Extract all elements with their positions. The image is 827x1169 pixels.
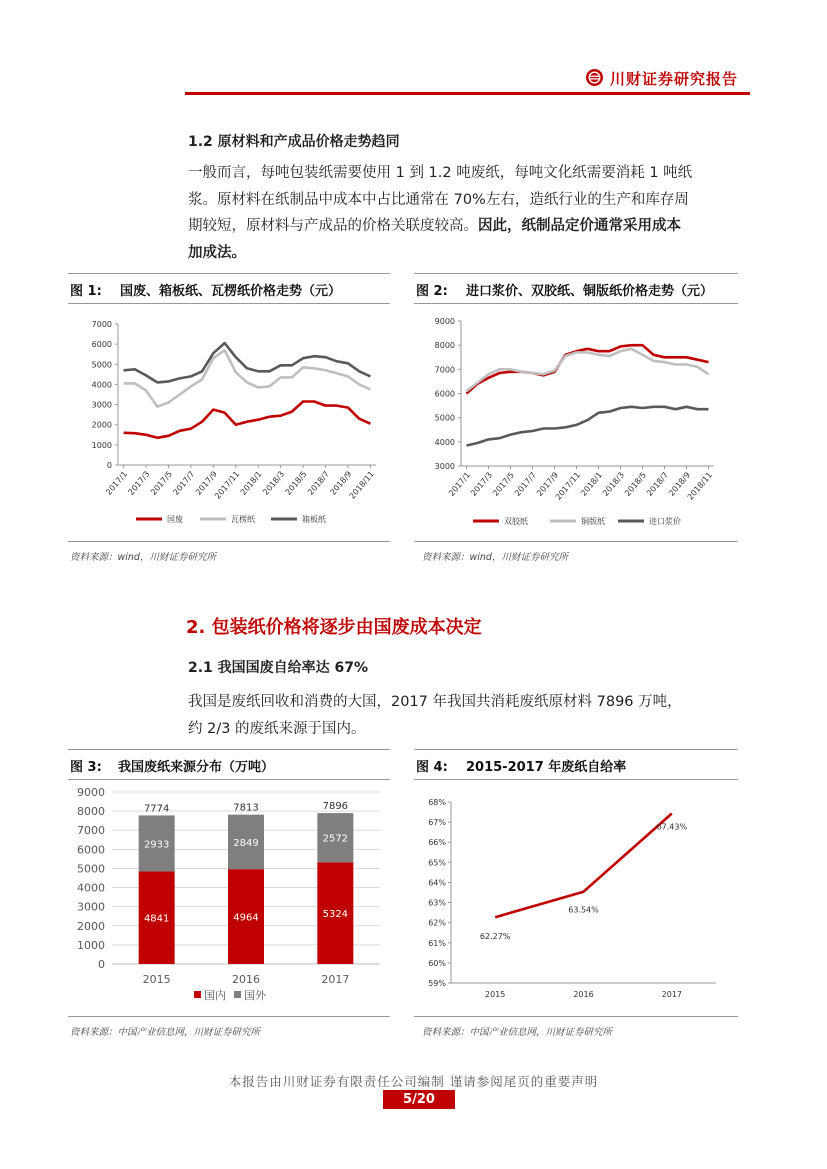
bar-value-label: 4841	[143, 913, 170, 925]
y-tick-label: 5000	[77, 862, 105, 876]
x-tick-label: 2016	[573, 990, 594, 999]
y-tick-label: 6000	[434, 389, 455, 399]
figure-2-divider	[414, 541, 738, 542]
page-number: 5/20	[383, 1090, 455, 1109]
figure-2-label: 图 2:	[416, 284, 448, 299]
figure-1-label: 图 1:	[70, 284, 102, 299]
figure-2-title: 进口浆价、双胶纸、铜版纸价格走势（元）	[466, 284, 714, 299]
y-tick-label: 62%	[428, 918, 446, 928]
figure-4-label: 图 4:	[416, 760, 448, 775]
x-tick-label: 2018/9	[328, 469, 354, 497]
x-tick-label: 2017/11	[553, 470, 583, 502]
y-tick-label: 9000	[434, 317, 455, 326]
x-tick-label: 2017/7	[513, 470, 539, 498]
x-tick-label: 2017	[661, 990, 683, 999]
y-tick-label: 7000	[434, 365, 455, 375]
y-tick-label: 6000	[77, 843, 105, 857]
x-tick-label: 2017/5	[149, 469, 175, 497]
y-tick-label: 3000	[434, 462, 455, 471]
legend-swatch	[194, 991, 201, 998]
x-tick-label: 2018/11	[685, 470, 715, 502]
y-tick-label: 7000	[91, 320, 112, 329]
x-tick-label: 2018/3	[261, 469, 287, 497]
x-tick-label: 2018/1	[579, 470, 605, 498]
x-tick-label: 2018/7	[645, 470, 671, 498]
x-tick-label: 2018/9	[667, 470, 693, 498]
paragraph-line: 约 2/3 的废纸来源于国内。	[188, 720, 366, 737]
figure-2-chart	[414, 305, 738, 540]
x-tick-label: 2017/3	[469, 470, 495, 498]
y-tick-label: 2000	[77, 919, 105, 933]
x-tick-label: 2015	[142, 973, 171, 986]
y-tick-label: 5000	[434, 413, 455, 423]
y-tick-label: 2000	[91, 420, 112, 430]
figure-1-title: 国废、箱板纸、瓦楞纸价格走势（元）	[120, 284, 342, 299]
figure-1-source: 资料来源：wind，川财证券研究所	[70, 552, 216, 563]
x-tick-label: 2018/7	[306, 469, 332, 497]
data-label: 62.27%	[479, 932, 511, 942]
x-tick-label: 2017	[321, 973, 350, 986]
header-divider	[185, 92, 750, 95]
y-tick-label: 5000	[91, 360, 112, 370]
y-tick-label: 65%	[428, 858, 446, 868]
paragraph-line: 一般而言，每吨包装纸需要使用 1 到 1.2 吨废纸，每吨文化纸需要消耗 1 吨纸	[188, 165, 693, 181]
section-heading-1-2: 1.2 原材料和产成品价格走势趋同	[188, 134, 400, 150]
legend-label: 双胶纸	[504, 517, 528, 526]
series-line-瓦楞纸	[124, 350, 371, 406]
bar-value-label: 5324	[322, 909, 349, 921]
y-tick-label: 0	[106, 461, 112, 470]
x-tick-label: 2015	[484, 990, 506, 999]
y-tick-label: 3000	[91, 400, 112, 410]
figure-3-divider	[68, 1016, 390, 1017]
series-line	[495, 814, 672, 918]
y-tick-label: 4000	[77, 881, 105, 895]
data-label: 67.43%	[656, 822, 688, 832]
legend-label: 铜版纸	[581, 517, 605, 526]
y-tick-label: 9000	[77, 786, 105, 799]
x-tick-label: 2017/7	[171, 469, 197, 497]
figure-1-chart	[68, 305, 390, 540]
y-tick-label: 64%	[428, 878, 446, 888]
y-tick-label: 6000	[91, 340, 112, 350]
x-tick-label: 2018/5	[623, 470, 649, 498]
series-line-铜版纸	[467, 349, 709, 391]
figure-4-chart	[414, 780, 738, 1016]
y-tick-label: 0	[98, 958, 105, 971]
y-tick-label: 7000	[77, 824, 105, 838]
footer-disclaimer: 本报告由川财证券有限责任公司编制 谨请参阅尾页的重要声明	[228, 1074, 599, 1089]
y-tick-label: 4000	[434, 437, 455, 447]
x-tick-label: 2017/9	[193, 469, 219, 497]
figure-2-header	[414, 273, 738, 304]
y-tick-label: 3000	[77, 900, 105, 914]
y-tick-label: 67%	[428, 818, 446, 828]
figure-1-divider	[68, 541, 390, 542]
figure-3-header	[68, 749, 390, 780]
x-tick-label: 2017/9	[535, 470, 561, 498]
legend-label: 进口浆价	[649, 517, 681, 526]
bar-total-label: 7774	[143, 803, 170, 815]
paragraph-2-1	[188, 689, 750, 742]
x-tick-label: 2018/11	[347, 469, 376, 501]
figure-1-header	[68, 273, 390, 304]
y-tick-label: 8000	[434, 341, 455, 351]
y-tick-label: 4000	[91, 380, 112, 390]
y-tick-label: 1000	[77, 938, 105, 952]
y-tick-label: 8000	[77, 805, 105, 819]
x-tick-label: 2016	[232, 973, 260, 986]
figure-3-label: 图 3:	[70, 760, 102, 775]
paragraph-line: 浆。原材料在纸制品中成本中占比通常在 70%左右，造纸行业的生产和库存周	[188, 191, 689, 208]
figure-4-title: 2015-2017 年废纸自给率	[466, 760, 627, 775]
y-tick-label: 60%	[428, 958, 446, 968]
x-tick-label: 2017/5	[491, 470, 517, 498]
y-tick-label: 61%	[428, 938, 446, 948]
x-tick-label: 2017/1	[104, 469, 130, 497]
legend-label: 国内	[204, 989, 226, 1002]
x-tick-label: 2018/3	[601, 470, 627, 498]
bar-total-label: 7896	[322, 801, 349, 813]
paragraph-line: 期较短，原材料与产成品的价格关联度较高。因此，纸制品定价通常采用成本	[188, 218, 681, 234]
series-line-进口浆价	[467, 407, 709, 446]
bar-total-label: 7813	[233, 802, 259, 814]
legend-label: 国废	[167, 515, 183, 524]
bar-value-label: 2849	[233, 837, 259, 849]
paragraph-1-2	[188, 160, 750, 266]
section-heading-2-1: 2.1 我国国废自给率达 67%	[188, 660, 369, 676]
figure-3-title: 我国废纸来源分布（万吨）	[118, 760, 275, 775]
report-header-title: 川财证券研究报告	[610, 70, 739, 88]
section-heading-2: 2. 包装纸价格将逐步由国废成本决定	[186, 617, 482, 638]
figure-3-chart	[68, 780, 390, 1016]
x-tick-label: 2017/11	[213, 469, 242, 501]
figure-4-source: 资料来源：中国产业信息网，川财证券研究所	[422, 1027, 613, 1038]
data-label: 63.54%	[568, 905, 599, 915]
figure-4-header	[414, 749, 738, 780]
figure-4-divider	[414, 1016, 738, 1017]
y-tick-label: 66%	[428, 838, 446, 848]
figure-3-source: 资料来源：中国产业信息网，川财证券研究所	[70, 1027, 261, 1038]
legend-label: 箱板纸	[302, 515, 326, 524]
legend-label: 瓦楞纸	[231, 515, 255, 524]
y-tick-label: 63%	[428, 898, 446, 908]
legend-label: 国外	[244, 989, 266, 1002]
bold-conclusion: 因此，纸制品定价通常采用成本	[478, 218, 681, 234]
series-line-国废	[124, 402, 371, 438]
figure-2-source: 资料来源：wind，川财证券研究所	[422, 552, 568, 563]
y-tick-label: 1000	[91, 440, 112, 450]
legend-swatch	[234, 991, 241, 998]
paragraph-line	[188, 240, 750, 267]
bold-conclusion-end: 加成法。	[188, 244, 246, 261]
x-tick-label: 2018/5	[283, 469, 309, 497]
bar-value-label: 4964	[233, 912, 259, 924]
x-tick-label: 2017/1	[447, 470, 473, 498]
company-logo-icon	[586, 69, 603, 86]
series-line-箱板纸	[124, 343, 371, 382]
y-tick-label: 59%	[428, 979, 446, 988]
y-tick-label: 68%	[428, 798, 446, 807]
bar-value-label: 2572	[322, 833, 349, 845]
x-tick-label: 2018/1	[238, 469, 264, 497]
bar-value-label: 2933	[143, 839, 170, 851]
paragraph-line: 我国是废纸回收和消费的大国，2017 年我国共消耗废纸原材料 7896 万吨，	[188, 694, 682, 710]
x-tick-label: 2017/3	[126, 469, 152, 497]
